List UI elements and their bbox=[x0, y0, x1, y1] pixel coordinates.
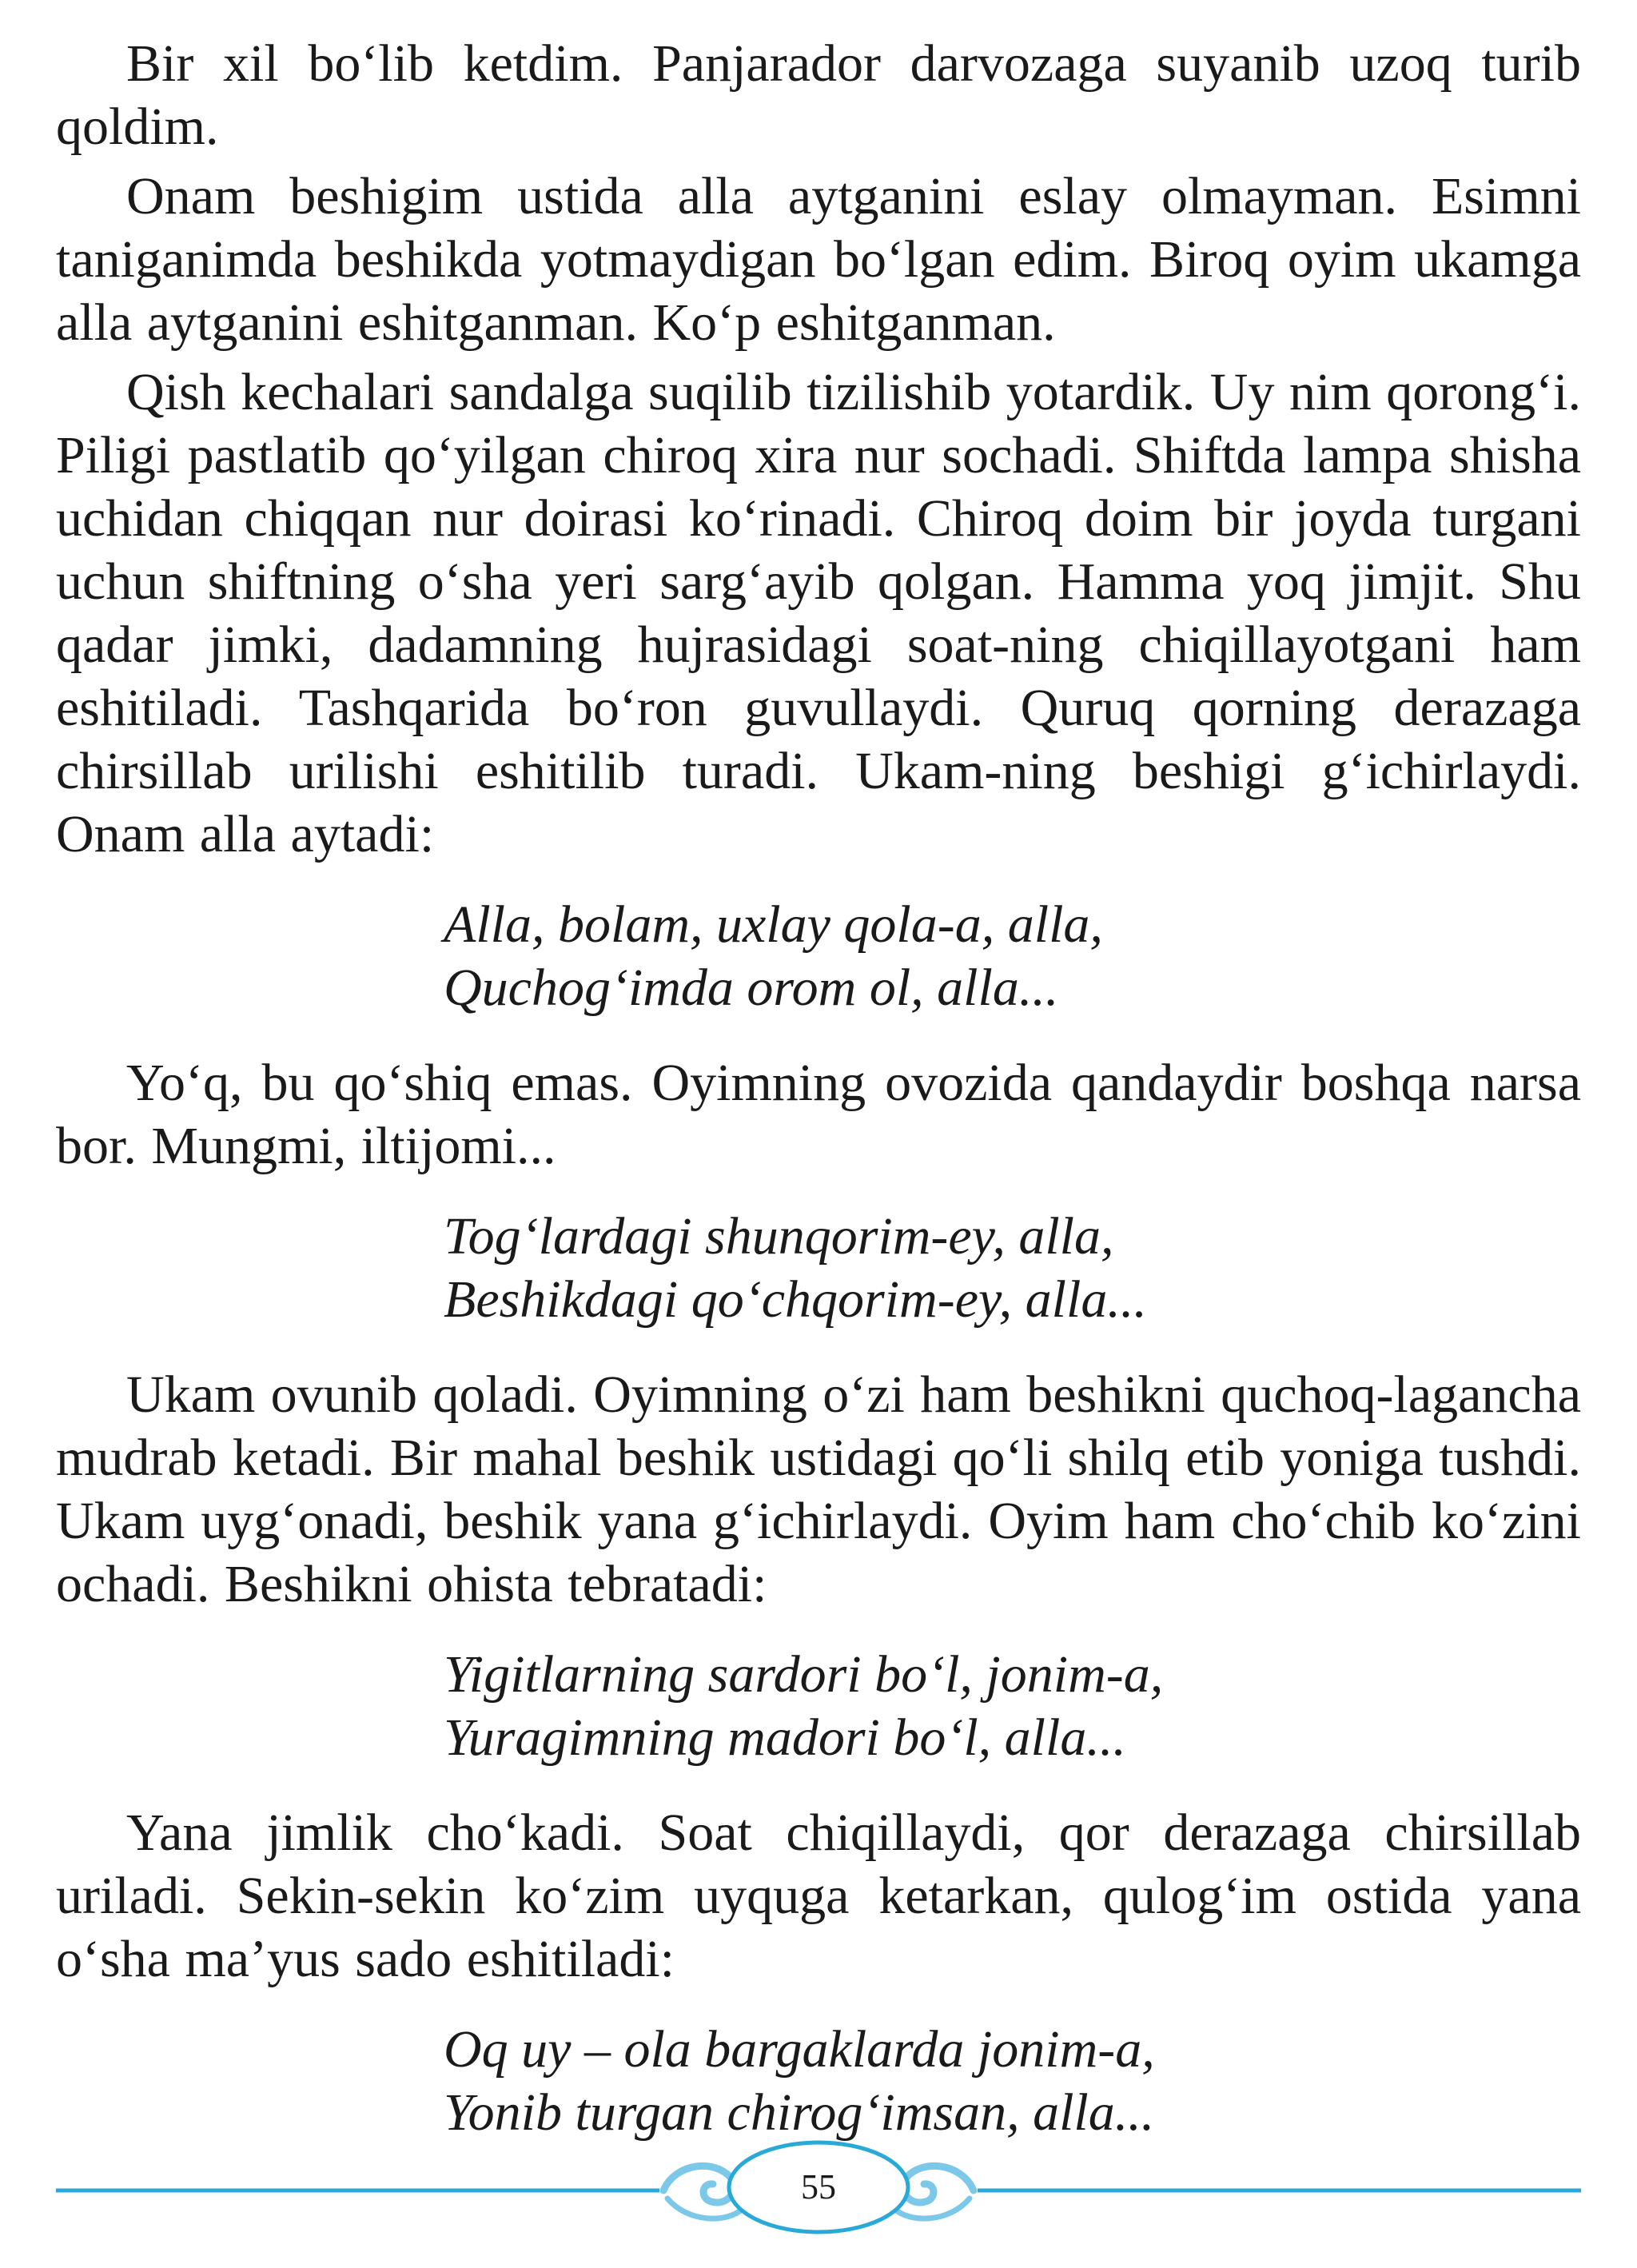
paragraph: Ukam ovunib qoladi. Oyimning o‘zi ham beshikni quchoq-lagancha mudrab ketadi. Bir mahal beshik ustidagi qo‘li shilq etib yoniga tushdi. Ukam uyg‘onadi, beshik yana g‘ichirlaydi. Oyim ham cho‘chib ko‘zini ochadi. Beshikni ohista tebratadi: bbox=[56, 1365, 1581, 1613]
verse-line: Yuragimning madori bo‘l, alla... bbox=[444, 1708, 1126, 1767]
verse-line: Alla, bolam, uxlay qola-a, alla, bbox=[444, 895, 1103, 954]
verse-line: Tog‘lardagi shunqorim-ey, alla, bbox=[444, 1207, 1114, 1266]
page-number: 55 bbox=[801, 2167, 836, 2206]
lullaby-verse bbox=[444, 2018, 1581, 2144]
paragraph: Bir xil bo‘lib ketdim. Panjarador darvozaga suyanib uzoq turib qoldim. bbox=[56, 34, 1581, 156]
verse-line: Yigitlarning sardori bo‘l, jonim-a, bbox=[444, 1645, 1164, 1704]
paragraph: Yana jimlik cho‘kadi. Soat chiqillaydi, qor derazaga chirsillab uriladi. Sekin-sekin ko‘zim uyquga ketarkan, qulog‘im ostida yana o‘sha ma’yus sado eshitiladi: bbox=[56, 1804, 1581, 1988]
verse-line: Yonib turgan chirog‘imsan, alla... bbox=[444, 2083, 1155, 2142]
paragraph: Qish kechalari sandalga suqilib tizilishib yotardik. Uy nim qorong‘i. Piligi pastlatib qo‘yilgan chiroq xira nur sochadi. Shiftda lampa shisha uchidan chiqqan nur doirasi ko‘rinadi. Chiroq doim bir joyda turgani uchun shiftning o‘sha yeri sarg‘ayib qolgan. Hamma yoq jimjit. Shu qadar jimki, dadamning hujrasidagi soat-ning chiqillayotgani ham eshitiladi. Tashqarida bo‘ron guvullaydi. Quruq qorning derazaga chirsillab urilishi eshitilib turadi. Ukam-ning beshigi g‘ichirlaydi. Onam alla aytadi: bbox=[56, 363, 1581, 863]
verse-line: Oq uy – ola bargaklarda jonim-a, bbox=[444, 2020, 1155, 2079]
verse-line: Beshikdagi qo‘chqorim-ey, alla... bbox=[444, 1270, 1147, 1329]
verse-line: Quchog‘imda orom ol, alla... bbox=[444, 959, 1059, 1017]
lullaby-verse bbox=[444, 1205, 1581, 1331]
paragraph: Onam beshigim ustida alla aytganini eslay olmayman. Esimni taniganimda beshikda yotmaydigan bo‘lgan edim. Biroq oyim ukamga alla aytganini eshitganman. Ko‘p eshitganman. bbox=[56, 167, 1581, 352]
lullaby-verse bbox=[444, 893, 1581, 1019]
paragraph: Yo‘q, bu qo‘shiq emas. Oyimning ovozida qandaydir boshqa narsa bor. Mungmi, iltijomi... bbox=[56, 1054, 1581, 1175]
page-footer bbox=[56, 2134, 1581, 2246]
book-page bbox=[56, 32, 1581, 2176]
lullaby-verse bbox=[444, 1643, 1581, 1769]
